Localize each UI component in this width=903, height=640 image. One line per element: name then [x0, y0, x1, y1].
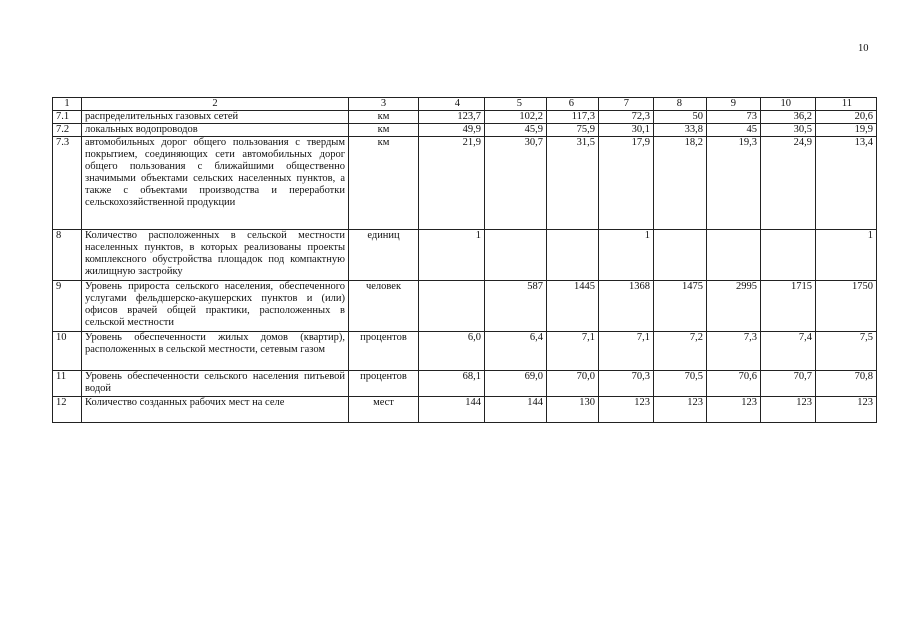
value-cell: 6,4 — [485, 332, 547, 371]
value-cell: 123 — [654, 397, 707, 423]
value-cell: 1 — [599, 230, 654, 281]
indicator-name: Уровень прироста сельского населения, обеспеченного услугами фельдшерско-акушерских пунктов и (или) офисов врачей общей практики, расположенных в сельской местности — [82, 281, 349, 332]
value-cell: 13,4 — [816, 137, 877, 230]
value-cell — [654, 230, 707, 281]
page-number: 10 — [858, 43, 869, 54]
value-cell: 130 — [547, 397, 599, 423]
column-header: 10 — [761, 98, 816, 111]
value-cell: 68,1 — [419, 371, 485, 397]
value-cell: 1 — [419, 230, 485, 281]
unit-cell: единиц — [349, 230, 419, 281]
value-cell: 70,7 — [761, 371, 816, 397]
column-header: 8 — [654, 98, 707, 111]
row-number: 8 — [53, 230, 82, 281]
column-header: 1 — [53, 98, 82, 111]
value-cell: 7,1 — [599, 332, 654, 371]
value-cell: 17,9 — [599, 137, 654, 230]
table-row — [53, 281, 877, 332]
value-cell: 7,5 — [816, 332, 877, 371]
table-header-row — [53, 98, 877, 111]
value-cell: 1368 — [599, 281, 654, 332]
value-cell: 75,9 — [547, 124, 599, 137]
table-row — [53, 332, 877, 371]
unit-cell: процентов — [349, 332, 419, 371]
value-cell: 21,9 — [419, 137, 485, 230]
value-cell: 123 — [599, 397, 654, 423]
unit-cell: км — [349, 137, 419, 230]
value-cell: 19,9 — [816, 124, 877, 137]
value-cell: 36,2 — [761, 111, 816, 124]
value-cell: 1445 — [547, 281, 599, 332]
table-row — [53, 371, 877, 397]
indicator-name: автомобильных дорог общего пользования с твердым покрытием, соединяющих сети автомобильных дорог общего пользования с ближайшими общественно значимыми объектами сельских населенных пунктов, а также с объектами производства и переработки сельскохозяйственной продукции — [82, 137, 349, 230]
value-cell: 123,7 — [419, 111, 485, 124]
value-cell: 587 — [485, 281, 547, 332]
value-cell: 70,8 — [816, 371, 877, 397]
value-cell: 33,8 — [654, 124, 707, 137]
value-cell: 1 — [816, 230, 877, 281]
value-cell: 123 — [761, 397, 816, 423]
value-cell: 72,3 — [599, 111, 654, 124]
column-header: 3 — [349, 98, 419, 111]
row-number: 7.1 — [53, 111, 82, 124]
value-cell: 70,6 — [707, 371, 761, 397]
value-cell — [707, 230, 761, 281]
table-row — [53, 124, 877, 137]
value-cell — [485, 230, 547, 281]
value-cell: 18,2 — [654, 137, 707, 230]
value-cell: 30,5 — [761, 124, 816, 137]
value-cell: 70,3 — [599, 371, 654, 397]
column-header: 7 — [599, 98, 654, 111]
value-cell: 7,3 — [707, 332, 761, 371]
row-number: 7.2 — [53, 124, 82, 137]
value-cell: 123 — [816, 397, 877, 423]
value-cell: 45 — [707, 124, 761, 137]
indicators-table — [52, 97, 877, 423]
value-cell: 102,2 — [485, 111, 547, 124]
row-number: 12 — [53, 397, 82, 423]
value-cell: 7,2 — [654, 332, 707, 371]
table-row — [53, 137, 877, 230]
value-cell: 20,6 — [816, 111, 877, 124]
indicator-name: распределительных газовых сетей — [82, 111, 349, 124]
table-row — [53, 397, 877, 423]
table-row — [53, 230, 877, 281]
row-number: 11 — [53, 371, 82, 397]
value-cell: 123 — [707, 397, 761, 423]
value-cell: 24,9 — [761, 137, 816, 230]
unit-cell: процентов — [349, 371, 419, 397]
column-header: 2 — [82, 98, 349, 111]
value-cell: 30,7 — [485, 137, 547, 230]
value-cell: 6,0 — [419, 332, 485, 371]
unit-cell: км — [349, 124, 419, 137]
value-cell: 1475 — [654, 281, 707, 332]
row-number: 9 — [53, 281, 82, 332]
indicator-name: Количество созданных рабочих мест на селе — [82, 397, 349, 423]
value-cell: 144 — [485, 397, 547, 423]
value-cell: 31,5 — [547, 137, 599, 230]
value-cell: 69,0 — [485, 371, 547, 397]
unit-cell: км — [349, 111, 419, 124]
value-cell: 1715 — [761, 281, 816, 332]
value-cell: 2995 — [707, 281, 761, 332]
value-cell: 1750 — [816, 281, 877, 332]
indicator-name: Уровень обеспеченности сельского населения питьевой водой — [82, 371, 349, 397]
value-cell: 50 — [654, 111, 707, 124]
column-header: 9 — [707, 98, 761, 111]
value-cell: 49,9 — [419, 124, 485, 137]
value-cell: 144 — [419, 397, 485, 423]
value-cell: 45,9 — [485, 124, 547, 137]
column-header: 4 — [419, 98, 485, 111]
table-row — [53, 111, 877, 124]
value-cell — [419, 281, 485, 332]
row-number: 10 — [53, 332, 82, 371]
value-cell — [761, 230, 816, 281]
unit-cell: человек — [349, 281, 419, 332]
indicator-name: Количество расположенных в сельской местности населенных пунктов, в которых реализованы проекты комплексного обустройства площадок под компактную жилищную застройку — [82, 230, 349, 281]
value-cell: 30,1 — [599, 124, 654, 137]
indicator-name: Уровень обеспеченности жилых домов (квартир), расположенных в сельской местности, сетевым газом — [82, 332, 349, 371]
value-cell: 70,0 — [547, 371, 599, 397]
value-cell: 70,5 — [654, 371, 707, 397]
value-cell: 117,3 — [547, 111, 599, 124]
column-header: 6 — [547, 98, 599, 111]
value-cell: 7,4 — [761, 332, 816, 371]
row-number: 7.3 — [53, 137, 82, 230]
unit-cell: мест — [349, 397, 419, 423]
column-header: 11 — [816, 98, 877, 111]
column-header: 5 — [485, 98, 547, 111]
value-cell: 19,3 — [707, 137, 761, 230]
value-cell — [547, 230, 599, 281]
indicator-name: локальных водопроводов — [82, 124, 349, 137]
value-cell: 7,1 — [547, 332, 599, 371]
value-cell: 73 — [707, 111, 761, 124]
